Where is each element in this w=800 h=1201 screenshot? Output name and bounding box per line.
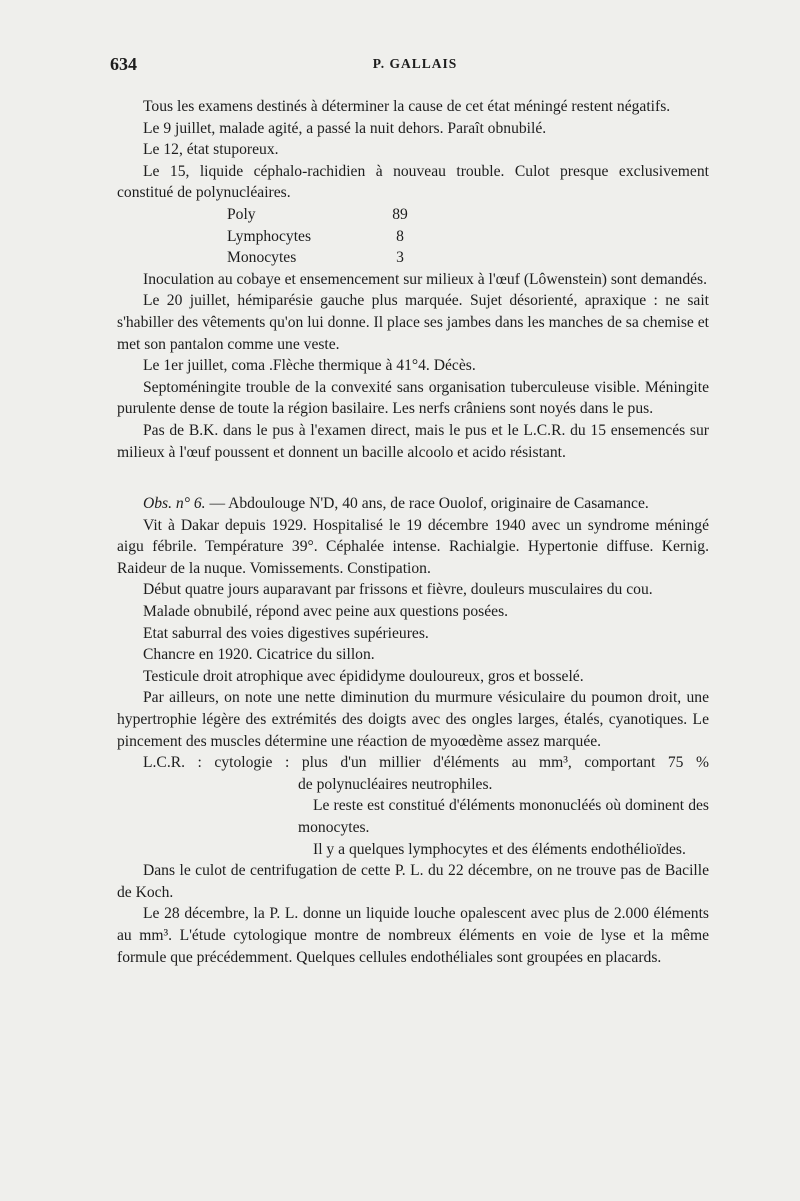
observation-label: Obs. n° 6. [143, 495, 206, 513]
page-number: 634 [110, 54, 137, 74]
paragraph: Septoméningite trouble de la convexité sans organisation tuberculeuse visible. Méningite purulente dense de toute la région basilaire. Les nerfs crâniens sont noyés dans le pus. [117, 378, 709, 418]
paragraph: Chancre en 1920. Cicatrice du sillon. [143, 646, 375, 664]
table-row [227, 226, 418, 248]
page-body [117, 96, 709, 968]
paragraph: Le 9 juillet, malade agité, a passé la nuit dehors. Paraît obnubilé. [143, 119, 547, 137]
paragraph: Le 15, liquide céphalo-rachidien à nouveau trouble. Culot presque exclusivement constitué de polynucléaires. [117, 162, 709, 202]
section-gap [117, 463, 709, 493]
cell-formula-table [227, 204, 418, 269]
paragraph: Le 20 juillet, hémiparésie gauche plus marquée. Sujet désorienté, apraxique : ne sait s'habiller des vêtements qu'on lui donne. Il place ses jambes dans les manches de sa chemise et met son pantalon comme une veste. [117, 292, 709, 353]
cell-label: Poly [227, 205, 256, 223]
paragraph: Etat saburral des voies digestives supérieures. [143, 624, 429, 642]
paragraph: Début quatre jours auparavant par frissons et fièvre, douleurs musculaires du cou. [143, 581, 653, 599]
paragraph: Testicule droit atrophique avec épididyme douloureux, gros et bosselé. [143, 667, 584, 685]
observation-intro-text: — Abdoulouge N'D, 40 ans, de race Ouolof, originaire de Casamance. [205, 495, 649, 513]
paragraph: Vit à Dakar depuis 1929. Hospitalisé le 19 décembre 1940 avec un syndrome méningé aigu fébrile. Température 39°. Céphalée intense. Rachialgie. Hypertonie diffuse. Kernig. Raideur de la nuque. Vomissements. Constipation. [117, 516, 709, 577]
paragraph: Dans le culot de centrifugation de cette P. L. du 22 décembre, on ne trouve pas de Bacille de Koch. [117, 862, 709, 901]
cell-label: Lymphocytes [227, 227, 312, 245]
cell-value: 89 [392, 205, 408, 223]
paragraph: Par ailleurs, on note une nette diminution du murmure vésiculaire du poumon droit, une hypertrophie légère des extrémités des doigts avec des ongles larges, étalés, cyanotiques. Le pincement des muscles détermine une réaction de myoœdème assez marquée. [117, 689, 709, 750]
lcr-line: L.C.R. : cytologie : plus d'un millier d'éléments au mm³, comportant 75 % [143, 754, 709, 772]
lcr-paragraph: Le reste est constitué d'éléments mononucléés où dominent des monocytes. [298, 797, 709, 836]
cell-value: 8 [396, 227, 404, 245]
observation-intro [117, 493, 709, 515]
lcr-paragraph: Il y a quelques lymphocytes et des éléments endothélioïdes. [313, 840, 686, 858]
paragraph: Malade obnubilé, répond avec peine aux questions posées. [143, 603, 509, 621]
paragraph: Le 28 décembre, la P. L. donne un liquide louche opalescent avec plus de 2.000 éléments au mm³. L'étude cytologique montre de nombreux éléments en voie de lyse et la même formule que précédemment. Quelques cellules endothéliales sont groupées en placards. [117, 905, 709, 966]
cell-value: 3 [396, 249, 404, 267]
paragraph: Tous les examens destinés à déterminer la cause de cet état méningé restent négatifs. [143, 98, 671, 115]
paragraph: Inoculation au cobaye et ensemencement sur milieux à l'œuf (Lôwenstein) sont demandés. [143, 270, 708, 288]
table-row [227, 247, 418, 269]
page-header [110, 54, 700, 80]
paragraph: Le 12, état stuporeux. [143, 141, 279, 159]
lcr-line: de polynucléaires neutrophiles. [298, 775, 493, 793]
running-title: P. GALLAIS [372, 56, 458, 71]
cell-label: Monocytes [227, 249, 297, 267]
paragraph: Pas de B.K. dans le pus à l'examen direct, mais le pus et le L.C.R. du 15 ensemencés sur milieux à l'œuf poussent et donnent un bacille alcoolo et acido résistant. [117, 421, 709, 461]
paragraph: Le 1er juillet, coma .Flèche thermique à 41°4. Décès. [143, 357, 476, 375]
table-row [227, 204, 418, 226]
